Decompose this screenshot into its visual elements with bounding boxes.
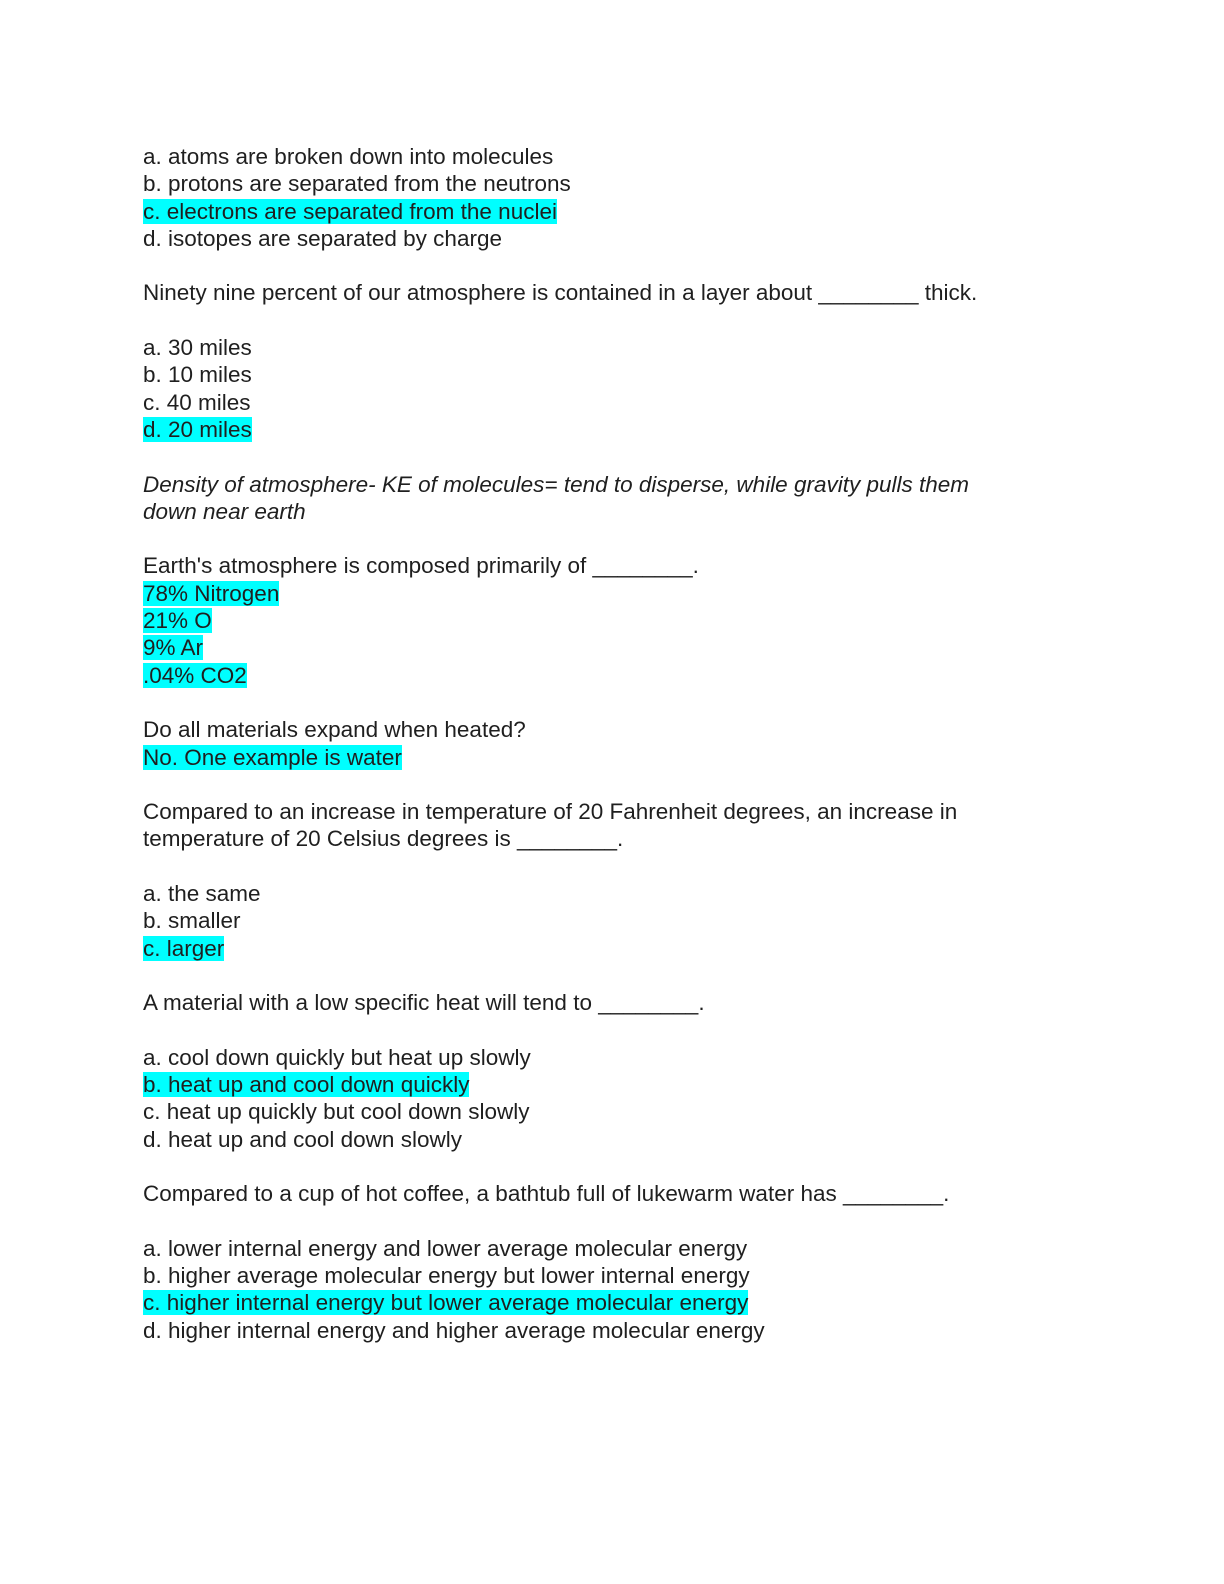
document-page [143, 143, 1043, 1344]
q2-question: Ninety nine percent of our atmosphere is contained in a layer about ________ thick. [143, 280, 978, 306]
q7-question: Compared to a cup of hot coffee, a bathtub full of lukewarm water has ________. [143, 1181, 950, 1207]
density-note: Density of atmosphere- KE of molecules= tend to disperse, while gravity pulls them down near earth [143, 471, 970, 524]
q7-option-b: b. higher average molecular energy but lower internal energy [143, 1263, 750, 1289]
q3-answer-oxygen [143, 607, 1043, 634]
q3-question: Earth's atmosphere is composed primarily of ________. [143, 553, 699, 579]
answer-highlight: c. higher internal energy but lower average molecular energy [143, 1290, 749, 1316]
q1-option-d: d. isotopes are separated by charge [143, 225, 502, 251]
q6-option-d: d. heat up and cool down slowly [143, 1126, 462, 1152]
q6-option-c: c. heat up quickly but cool down slowly [143, 1099, 530, 1125]
answer-highlight: c. larger [143, 935, 225, 961]
q4-answer [143, 744, 1043, 771]
q3-answer-argon [143, 634, 1043, 661]
answer-highlight: .04% CO2 [143, 662, 247, 688]
q6-question: A material with a low specific heat will tend to ________. [143, 990, 705, 1016]
q1-option-c-answer [143, 198, 1043, 225]
q3-answers [143, 580, 1043, 689]
q7-option-d: d. higher internal energy and higher average molecular energy [143, 1317, 765, 1343]
answer-highlight: d. 20 miles [143, 416, 252, 442]
q5-option-a: a. the same [143, 881, 261, 907]
q5-options [143, 880, 1043, 962]
q6-options [143, 1044, 1043, 1153]
q7-option-c-answer [143, 1289, 1043, 1316]
q5-option-c-answer [143, 935, 1043, 962]
q2-option-b: b. 10 miles [143, 362, 252, 388]
answer-highlight: 78% Nitrogen [143, 580, 280, 606]
q3-answer-co2 [143, 662, 1043, 689]
answer-highlight: b. heat up and cool down quickly [143, 1072, 470, 1098]
q1-options [143, 143, 1043, 252]
answer-highlight: c. electrons are separated from the nuclei [143, 198, 557, 224]
q5-option-b: b. smaller [143, 908, 241, 934]
answer-highlight: No. One example is water [143, 744, 402, 770]
q6-option-b-answer [143, 1071, 1043, 1098]
q1-option-a: a. atoms are broken down into molecules [143, 144, 554, 169]
q2-option-d-answer [143, 416, 1043, 443]
q1-option-b: b. protons are separated from the neutrons [143, 171, 571, 197]
q7-options [143, 1235, 1043, 1344]
q5-question: Compared to an increase in temperature of 20 Fahrenheit degrees, an increase in temperature of 20 Celsius degrees is ________. [143, 799, 958, 852]
q2-options [143, 334, 1043, 443]
q3-answer-nitrogen [143, 580, 1043, 607]
q6-option-a: a. cool down quickly but heat up slowly [143, 1044, 531, 1070]
q2-option-c: c. 40 miles [143, 389, 251, 415]
q4-question: Do all materials expand when heated? [143, 717, 526, 743]
answer-highlight: 21% O [143, 608, 212, 634]
q7-option-a: a. lower internal energy and lower average molecular energy [143, 1235, 748, 1261]
answer-highlight: 9% Ar [143, 635, 204, 661]
q2-option-a: a. 30 miles [143, 335, 252, 361]
